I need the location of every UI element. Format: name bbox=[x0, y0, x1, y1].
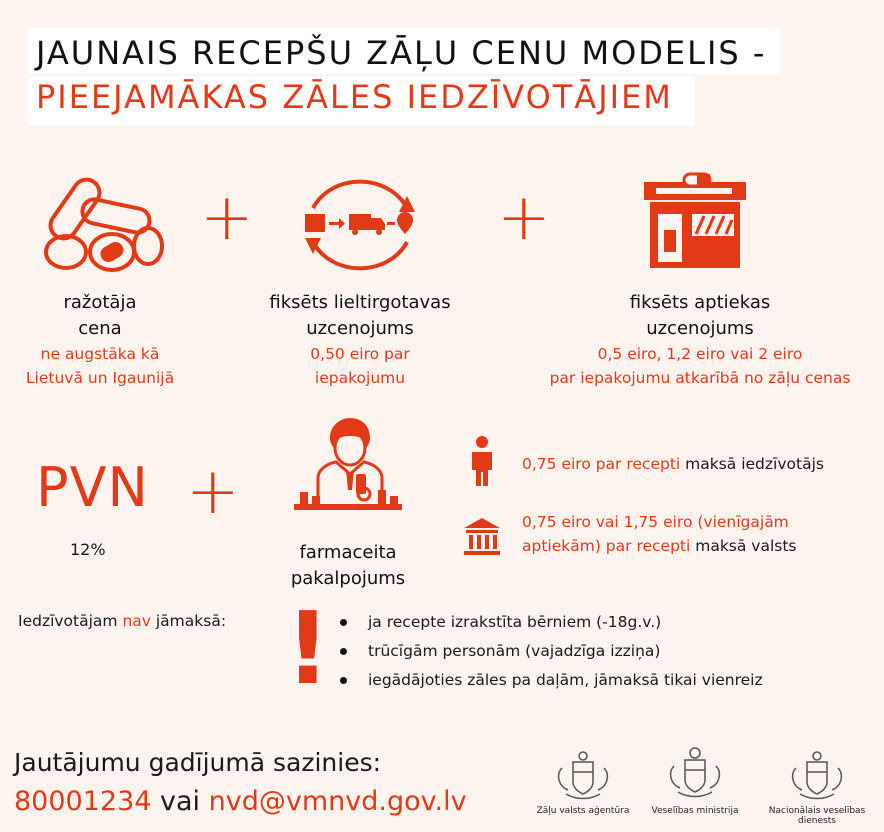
wholesale-markup-label-2: uzcenojums bbox=[306, 318, 414, 339]
emblem-zva-caption: Zāļu valsts aģentūra bbox=[536, 806, 630, 816]
emblem-vm-caption: Veselības ministrija bbox=[651, 806, 739, 816]
pharmacy-markup-note-1: 0,5 eiro, 1,2 eiro vai 2 eiro bbox=[597, 345, 803, 363]
plus-sign-2: + bbox=[497, 181, 551, 255]
emblem-nvd-caption: Nacionālais veselības dienests bbox=[768, 806, 866, 826]
wholesale-delivery-icon bbox=[295, 170, 425, 284]
latvia-coat-of-arms-icon bbox=[528, 748, 638, 806]
contact-line bbox=[14, 786, 467, 817]
emblem-vm bbox=[640, 744, 750, 816]
manufacturer-price-note-2: Lietuvā un Igaunijā bbox=[25, 369, 175, 387]
contact-phone[interactable]: 80001234 bbox=[14, 786, 152, 817]
exemptions-list bbox=[340, 608, 763, 695]
vat-rate: 12% bbox=[70, 540, 106, 559]
exemptions-intro-after: jāmaksā: bbox=[150, 612, 227, 630]
plus-sign-1: + bbox=[200, 181, 254, 255]
pharmacist-service-block bbox=[258, 540, 438, 592]
pharmacist-service-label-1: farmaceita bbox=[299, 542, 397, 563]
wholesale-markup-note-2: iepakojumu bbox=[314, 369, 406, 387]
pharmacy-markup-block bbox=[520, 290, 880, 390]
citizen-fee-text bbox=[522, 452, 824, 476]
manufacturer-price-label-1: ražotāja bbox=[63, 292, 137, 313]
wholesale-markup-label-1: fiksēts lieltirgotavas bbox=[269, 292, 451, 313]
pills-icon bbox=[40, 170, 170, 284]
exemptions-intro bbox=[18, 612, 226, 630]
title-line-2: PIEEJAMĀKAS ZĀLES IEDZĪVOTĀJIEM bbox=[28, 76, 695, 126]
title-line-1: JAUNAIS RECEPŠU ZĀĻU CENU MODELIS - bbox=[28, 28, 780, 74]
pharmacy-markup-label-2: uzcenojums bbox=[646, 318, 754, 339]
pharmacist-icon bbox=[292, 416, 404, 528]
state-fee-amount-1: 0,75 eiro vai 1,75 eiro (vienīgajām bbox=[522, 513, 789, 531]
vat-label: PVN bbox=[36, 456, 149, 519]
state-fee-text bbox=[522, 510, 797, 558]
pharmacist-service-label-2: pakalpojums bbox=[290, 568, 406, 589]
citizen-fee-payer: maksā iedzīvotājs bbox=[680, 455, 824, 473]
plus-sign-3: + bbox=[186, 455, 240, 529]
citizen-fee-amount: 0,75 eiro par recepti bbox=[522, 455, 681, 473]
manufacturer-price-block bbox=[0, 290, 200, 390]
person-icon bbox=[470, 436, 494, 490]
emblem-zva bbox=[528, 748, 638, 816]
contact-joiner: vai bbox=[151, 786, 209, 817]
latvia-coat-of-arms-icon bbox=[640, 744, 750, 806]
exemptions-intro-highlight: nav bbox=[122, 612, 151, 630]
pharmacy-markup-label-1: fiksēts aptiekas bbox=[629, 292, 771, 313]
contact-heading: Jautājumu gadījumā sazinies: bbox=[14, 748, 382, 777]
exemptions-intro-before: Iedzīvotājam bbox=[18, 612, 123, 630]
government-building-icon bbox=[462, 516, 502, 560]
manufacturer-price-note-1: ne augstāka kā bbox=[40, 345, 160, 363]
state-fee-payer: maksā valsts bbox=[690, 537, 797, 555]
emblem-nvd bbox=[752, 748, 882, 826]
wholesale-markup-block bbox=[240, 290, 480, 390]
state-fee-amount-2: aptiekām) par recepti bbox=[522, 537, 691, 555]
manufacturer-price-label-2: cena bbox=[78, 318, 122, 339]
pharmacy-markup-note-2: par iepakojumu atkarībā no zāļu cenas bbox=[549, 369, 851, 387]
pharmacy-store-icon bbox=[636, 168, 756, 278]
wholesale-markup-note-1: 0,50 eiro par bbox=[310, 345, 410, 363]
exemption-item-low-income: trūcīgām personām (vajadzīga izziņa) bbox=[340, 637, 763, 666]
exemption-item-partial-purchase: iegādājoties zāles pa daļām, jāmaksā tikai vienreiz bbox=[340, 666, 763, 695]
latvia-coat-of-arms-icon bbox=[752, 748, 882, 806]
exclamation-mark: ! bbox=[285, 590, 331, 707]
exemption-item-children: ja recepte izrakstīta bērniem (-18g.v.) bbox=[340, 608, 763, 637]
contact-email[interactable]: nvd@vmnvd.gov.lv bbox=[208, 786, 467, 817]
